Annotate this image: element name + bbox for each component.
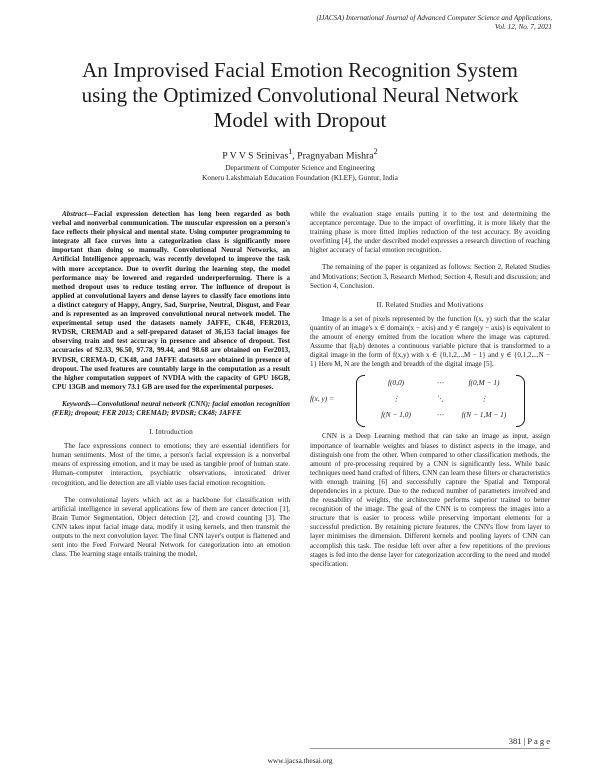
matrix-cell: ⋯ xyxy=(436,378,444,388)
author-1-marker: 1 xyxy=(288,147,293,156)
title-line-3: Model with Dropout xyxy=(213,108,387,132)
equation-lhs: f(x, y) = xyxy=(310,394,335,404)
intro-paragraph-1: The face expressions connect to emotions; they are essential identifiers for human sentiments. Most of the time, a person's facial expression is a nonverbal means of expressing emotion, and it may be used as tangible proof of human state. Human–computer interaction, psychiatric observations, intoxicated driver recognition, and lie detection are all viable uses facial emotion recognition. xyxy=(52,442,290,487)
page-number: 381 | P a g e xyxy=(508,736,550,746)
intro-paragraph-2: The convolutional layers which act as a backbone for classification with artificial intelligence in several applications few of them are cancer detection [1], Brain Tumor Segmentation, Object detection [2], and crowd counting [3]. The CNN takes input facial image data, modify it using kernels, and then transmit the outputs to the next convolution layer. The final CNN layer's output is flattened and sent into the Feed Forward Neural Network for categorization into an emotion class. The learning stage entails training the model, xyxy=(52,495,290,559)
paper-title xyxy=(40,58,560,133)
journal-url: www.ijacsa.thesai.org xyxy=(267,756,333,765)
footer-rule xyxy=(310,748,550,749)
keywords xyxy=(52,400,290,418)
related-paragraph-1: Image is a set of pixels represented by the function f(x, y) such that the scalar quantity of an image's x ∈ domain(x − axis) and y ∈ range(y − axis) is equivalent to the amount of energy emitted from the location where the image was captured. Assume that f(a,b) denotes a continuous variable picture that is transformed to a digital image in the form of f(x,y) with x ∈ {0,1,2,..,M − 1} and y ∈ {0,1,2,..,N − 1} Here M, N are the length and breadth of the digital image [5]. xyxy=(310,314,550,369)
author-list xyxy=(50,146,550,162)
affiliation-department: Department of Computer Science and Engineering xyxy=(225,163,375,172)
abstract-text: Facial expression detection has long been regarded as both verbal and nonverbal communication. The muscular expression on a person's face reflects their physical and mental state. Using computer programming to integrate all face curves into a categorization class is significantly more important than doing so manually. Convolutional Neural Networks, an Artificial Intelligence approach, was recently developed to improve the task with more acceptance. Due to overfit during the learning step, the model performance may be lowered and regarded underperforming. There is a method dropout uses to reduce testing error. The influence of dropout is applied at convolutional layers and dense layers to classify face emotions into a distinct category of Happy, Angry, Sad, Surprise, Neutral, Disgust, and Fear and is represented as an improved convolutional neural network model. The experimental setup used the datasets namely JAFFE, CK48, FER2013, RVDSR, CREMAD and a self-prepared dataset of 36,153 facial images for observing train and test accuracy in presence and absence of dropout. Test accuracies of 92.33, 96.50, 97.78, 99.44, and 98.68 are obtained on Fer2013, RVDSR, CREMA-D, CK48, and JAFFE datasets are obtained in presence of dropout. The used features are countably large in the computation as a result the higher computation support of NVDIA with the capacity of GPU 16GB, CPU 13GB and memory 73.1 GB are used for the experimental purposes. xyxy=(52,210,290,391)
abstract-label: Abstract xyxy=(62,210,87,218)
author-separator: , xyxy=(292,150,298,162)
image-matrix-equation xyxy=(310,375,550,427)
abstract xyxy=(52,210,290,392)
author-2: Pragnyaban Mishra xyxy=(297,150,374,162)
matrix-left-bracket xyxy=(356,375,365,427)
matrix-cell: ⋱ xyxy=(436,394,444,404)
author-1: P V V S Srinivas xyxy=(222,150,289,162)
journal-name: (IJACSA) International Journal of Advanced Computer Science and Applications, xyxy=(316,14,552,22)
affiliation-institution: Koneru Lakshmaiah Education Foundation (KLEF), Guntur, India xyxy=(202,173,398,182)
title-line-1: An Improvised Facial Emotion Recognition System xyxy=(82,58,518,82)
matrix-cell: f(N − 1,0) xyxy=(381,410,411,420)
matrix-cell: f(N − 1,M − 1) xyxy=(461,410,507,420)
section-heading-introduction: I. Introduction xyxy=(149,427,193,437)
author-2-marker: 2 xyxy=(373,147,378,156)
matrix-cell: ⋮ xyxy=(480,394,488,404)
journal-header xyxy=(192,14,552,32)
keywords-label: Keywords xyxy=(62,399,91,408)
matrix-cell: ⋮ xyxy=(392,394,400,404)
intro-paragraph-4: The remaining of the paper is organized as follows: Section 2, Related Studies and Motivations; Section 3, Research Method; Section 4, Result and discussion; and Section 4, Conclusion. xyxy=(310,263,550,290)
matrix-cell: f(0,0) xyxy=(387,378,405,388)
keywords-dash: — xyxy=(90,399,98,408)
abstract-dash: — xyxy=(86,210,94,218)
title-line-2: using the Optimized Convolutional Neural Network xyxy=(81,83,519,107)
left-column xyxy=(52,210,290,559)
intro-paragraph-3: while the evaluation stage entails putting it to the test and determining the acceptance percentage. Due to the impact of overfitting, it is more likely that the training phase is more fitted implies reduction of the test accuracy. By avoiding overfitting [4], the under described model expresses a research direction of reaching higher accuracy of facial emotion recognition. xyxy=(310,210,550,255)
related-paragraph-2: CNN is a Deep Learning method that can take an image as input, assign importance of learnable weights and biases to distinct aspects in the image, and distinguish one from the other. When compared to other classification methods, the amount of pre-processing required by a CNN is significantly less. While basic techniques need hand crafted of filters, CNN can learn these filters or characteristics with enough training [6] and successfully capture the Spatial and Temporal dependencies in a picture. Due to the reduced number of parameters involved and the reusability of weights, the architecture performs superior trained to better recognition of the image. The goal of the CNN is to compress the images into a structure that is easier to process while preserving important elements for a successful prediction. By retaining picture features, the CNN's flow from layer to layer minimises the dimension. Different kernels and pooling layers of CNN can accomplish this task. The residue left over after a few repetitions of the previous stages is fed into the dense layer for categorization according to the need and model specification. xyxy=(310,432,550,568)
matrix-cell: f(0,M − 1) xyxy=(468,378,500,388)
section-heading-related-studies: II. Related Studies and Motivations xyxy=(376,299,484,309)
keywords-text: Convolutional neural network (CNN); facial emotion recognition (FER); dropout; FER 2013; CREMAD; RVDSR; CK48; JAFFE xyxy=(52,399,290,417)
matrix-cell: ⋯ xyxy=(436,410,444,420)
matrix-right-bracket xyxy=(516,375,525,427)
right-column xyxy=(310,210,550,569)
journal-volume: Vol. 12, No. 7, 2021 xyxy=(494,23,552,31)
